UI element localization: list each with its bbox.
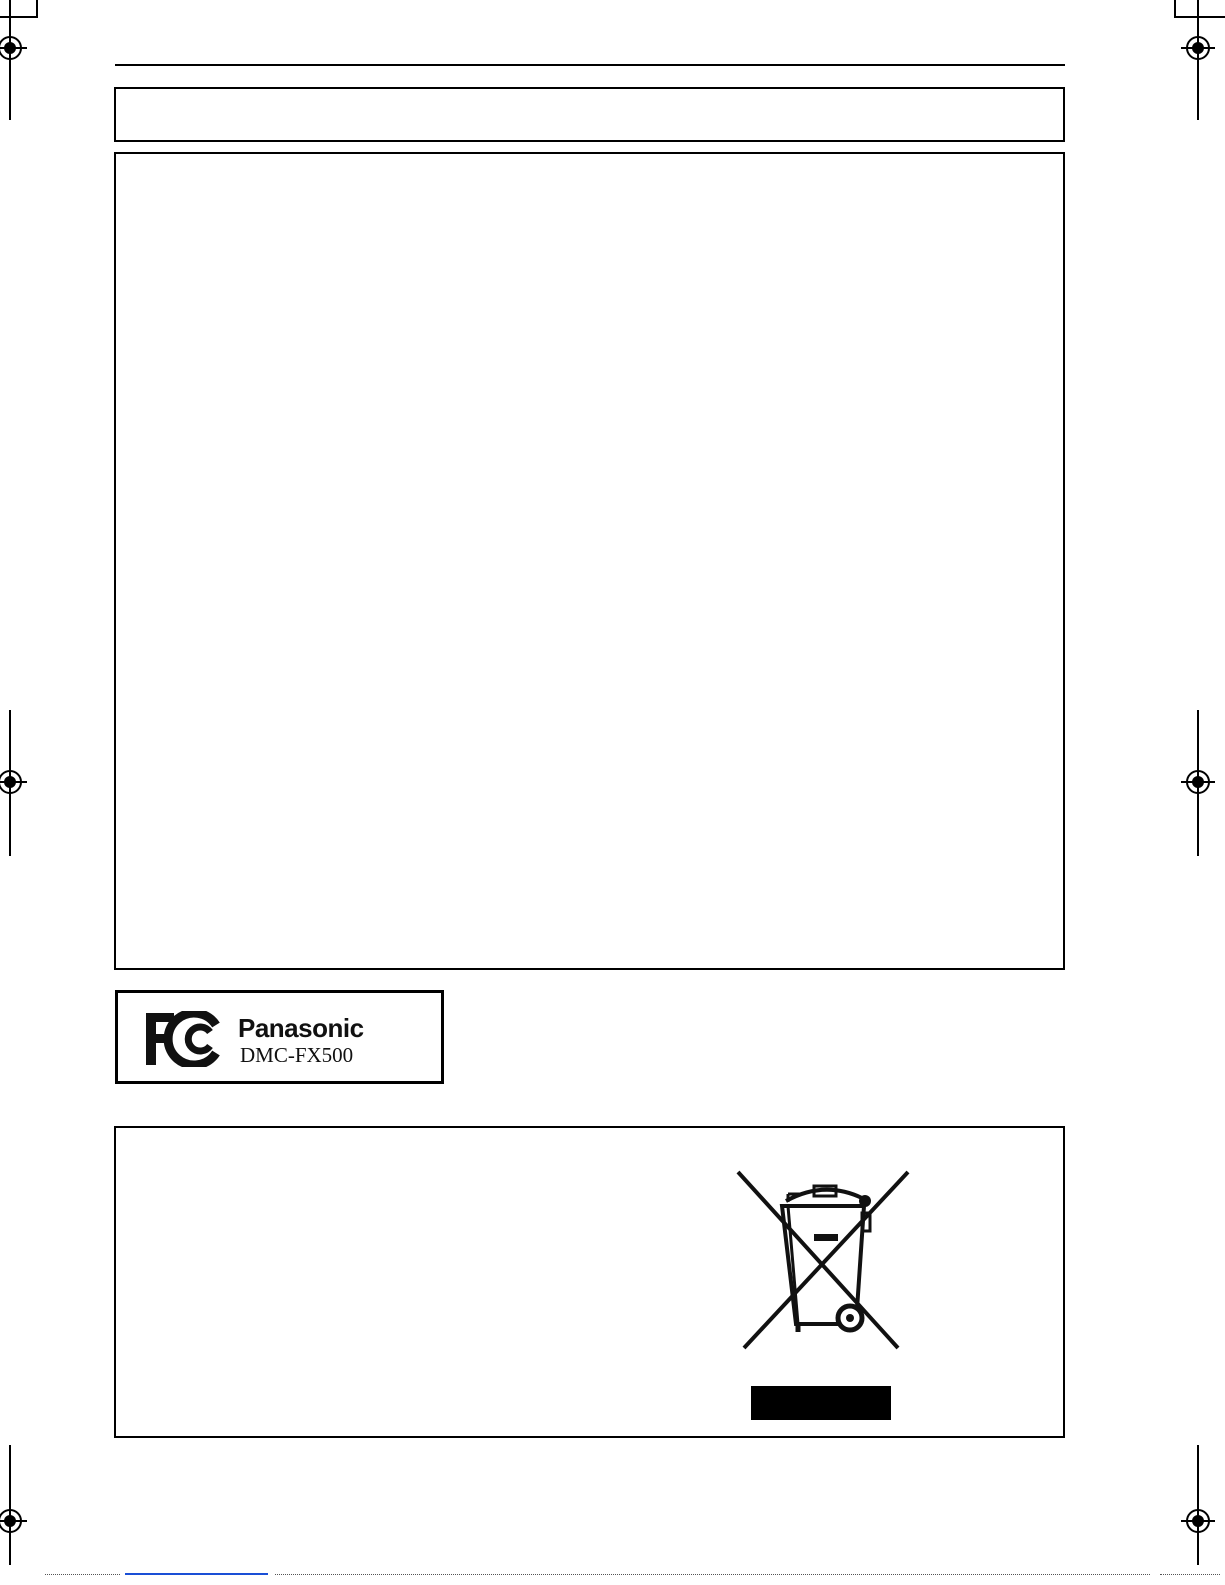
registration-crosshair-icon — [0, 1504, 27, 1538]
crop-line — [9, 1445, 11, 1565]
crop-line — [1197, 0, 1199, 120]
brand-name: Panasonic — [238, 1013, 364, 1043]
crop-line — [0, 16, 38, 18]
registration-crosshair-icon — [0, 765, 27, 799]
registration-crosshair-icon — [0, 31, 27, 65]
fcc-logo-icon — [144, 1011, 222, 1067]
footer-slug-link-line — [125, 1573, 268, 1575]
footer-slug-line — [275, 1574, 1150, 1575]
weee-notice-box — [114, 1126, 1065, 1438]
top-rule — [115, 64, 1065, 66]
crossed-out-wheeled-bin-icon — [734, 1168, 912, 1352]
crop-line — [1174, 0, 1176, 17]
model-number: DMC-FX500 — [240, 1043, 354, 1067]
crop-line — [36, 0, 38, 17]
crop-line — [9, 0, 11, 120]
crop-line — [9, 710, 11, 856]
header-box — [114, 87, 1065, 142]
footer-slug-line — [1160, 1574, 1220, 1575]
main-content-box — [114, 152, 1065, 970]
footer-slug-line — [45, 1574, 120, 1575]
crop-line — [1197, 710, 1199, 856]
crop-line — [1197, 1445, 1199, 1565]
fcc-label-box — [115, 990, 444, 1084]
weee-black-bar — [751, 1386, 891, 1420]
crop-line — [1174, 16, 1225, 18]
